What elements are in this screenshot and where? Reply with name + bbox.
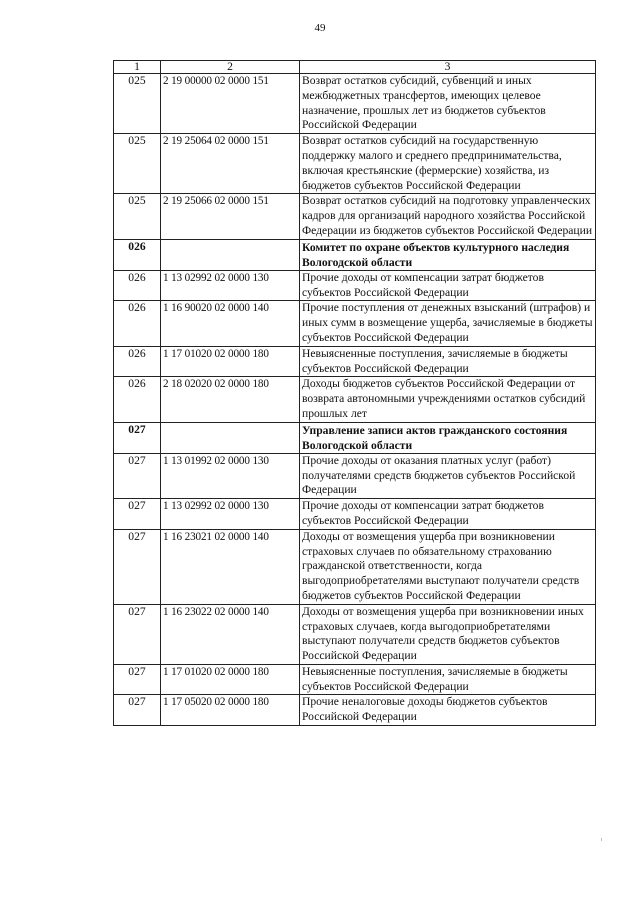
column-header-kbk: 2 [161,61,300,74]
revenue-name-cell: Прочие доходы от компенсации затрат бюджетов субъектов Российской Федерации [300,499,596,530]
admin-code-cell: 027 [114,695,161,726]
table-row [114,695,596,726]
kbk-code-cell: 1 17 01020 02 0000 180 [161,346,300,377]
admin-code-cell: 026 [114,270,161,301]
section-header-row [114,239,596,270]
table-row [114,664,596,695]
kbk-code-cell: 1 13 02992 02 0000 130 [161,499,300,530]
admin-code-cell: 026 [114,239,161,270]
admin-code-cell: 027 [114,422,161,453]
table-body [114,74,596,726]
admin-code-cell: 025 [114,74,161,134]
page-number: 49 [314,22,326,34]
kbk-code-cell: 1 17 01020 02 0000 180 [161,664,300,695]
revenue-name-cell: Возврат остатков субсидий на государственную поддержку малого и среднего предпринимательства, включая крестьянские (фермерские) хозяйства, из бюджетов субъектов Российской Федерации [300,134,596,194]
revenue-name-cell: Управление записи актов гражданского состояния Вологодской области [300,422,596,453]
admin-code-cell: 026 [114,377,161,422]
table-row [114,377,596,422]
table-row [114,453,596,498]
admin-code-cell: 027 [114,604,161,664]
column-header-name: 3 [300,61,596,74]
kbk-code-cell: 1 16 23022 02 0000 140 [161,604,300,664]
table-header [114,61,596,74]
table-row [114,346,596,377]
header-row [114,61,596,74]
kbk-code-cell [161,239,300,270]
admin-code-cell: 027 [114,499,161,530]
revenue-name-cell: Прочие доходы от компенсации затрат бюджетов субъектов Российской Федерации [300,270,596,301]
revenue-name-cell: Невыясненные поступления, зачисляемые в бюджеты субъектов Российской Федерации [300,346,596,377]
table-row [114,604,596,664]
revenue-name-cell: Прочие поступления от денежных взысканий (штрафов) и иных сумм в возмещение ущерба, зачисляемые в бюджеты субъектов Российской Федерации [300,301,596,346]
scan-mark [601,838,602,841]
revenue-name-cell: Прочие неналоговые доходы бюджетов субъектов Российской Федерации [300,695,596,726]
revenue-name-cell: Возврат остатков субсидий на подготовку управленческих кадров для организаций народного хозяйства Российской Федерации из бюджетов субъектов Российской Федерации [300,194,596,239]
revenue-name-cell: Прочие доходы от оказания платных услуг (работ) получателями средств бюджетов субъектов Российской Федерации [300,453,596,498]
revenue-name-cell: Комитет по охране объектов культурного наследия Вологодской области [300,239,596,270]
table-row [114,529,596,604]
revenue-name-cell: Доходы от возмещения ущерба при возникновении иных страховых случаев, когда выгодоприобретателями выступают получатели средств бюджетов субъектов Российской Федерации [300,604,596,664]
kbk-code-cell: 1 13 02992 02 0000 130 [161,270,300,301]
table-row [114,301,596,346]
kbk-code-cell: 2 19 25066 02 0000 151 [161,194,300,239]
revenue-name-cell: Доходы от возмещения ущерба при возникновении страховых случаев по обязательному страхованию гражданской ответственности, когда выгодоприобретателями выступают получатели средств бюджетов субъектов Российской Федерации [300,529,596,604]
admin-code-cell: 025 [114,194,161,239]
revenue-admin-table [113,60,596,726]
admin-code-cell: 026 [114,301,161,346]
admin-code-cell: 027 [114,529,161,604]
kbk-code-cell: 1 13 01992 02 0000 130 [161,453,300,498]
table-row [114,270,596,301]
table-row [114,499,596,530]
admin-code-cell: 027 [114,453,161,498]
kbk-code-cell: 1 16 90020 02 0000 140 [161,301,300,346]
kbk-code-cell [161,422,300,453]
revenue-name-cell: Доходы бюджетов субъектов Российской Федерации от возврата автономными учреждениями остатков субсидий прошлых лет [300,377,596,422]
section-header-row [114,422,596,453]
kbk-code-cell: 1 16 23021 02 0000 140 [161,529,300,604]
kbk-code-cell: 2 18 02020 02 0000 180 [161,377,300,422]
admin-code-cell: 027 [114,664,161,695]
column-header-admin-code: 1 [114,61,161,74]
revenue-name-cell: Невыясненные поступления, зачисляемые в бюджеты субъектов Российской Федерации [300,664,596,695]
revenue-name-cell: Возврат остатков субсидий, субвенций и иных межбюджетных трансфертов, имеющих целевое назначение, прошлых лет из бюджетов субъектов Российской Федерации [300,74,596,134]
admin-code-cell: 025 [114,134,161,194]
table-row [114,74,596,134]
admin-code-cell: 026 [114,346,161,377]
table-row [114,194,596,239]
table-row [114,134,596,194]
kbk-code-cell: 1 17 05020 02 0000 180 [161,695,300,726]
kbk-code-cell: 2 19 25064 02 0000 151 [161,134,300,194]
kbk-code-cell: 2 19 00000 02 0000 151 [161,74,300,134]
